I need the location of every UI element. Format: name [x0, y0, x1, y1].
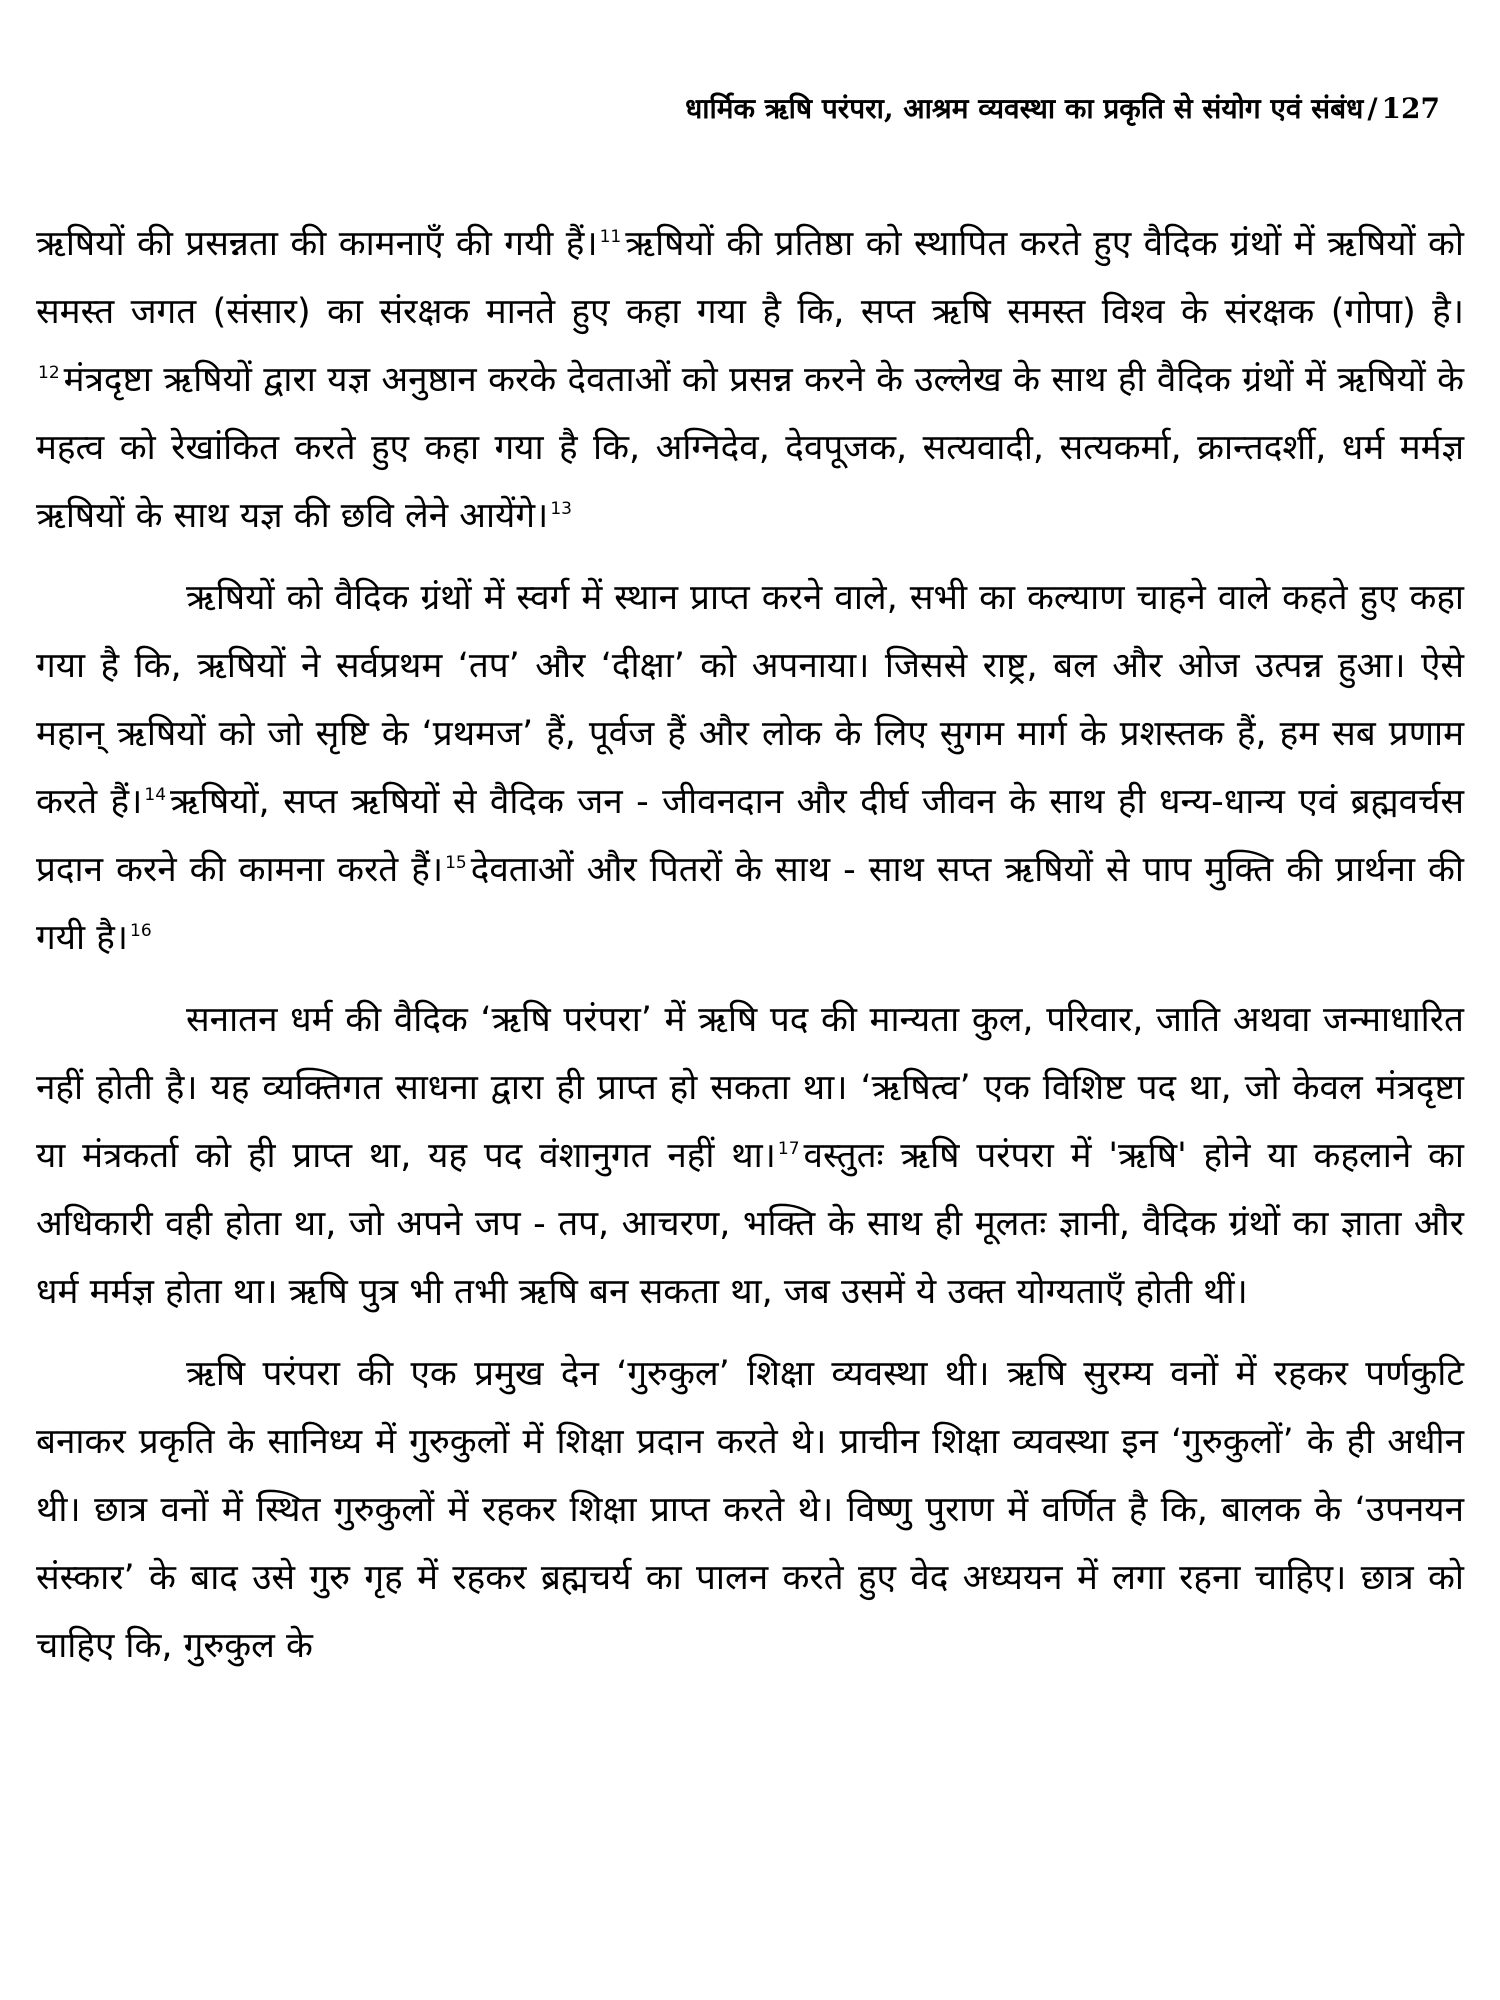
footnote-marker: 16 — [130, 921, 152, 942]
paragraph-text: देवताओं और पितरों के साथ - साथ सप्त ऋषियों से पाप मुक्ति की प्रार्थना की गयी है। — [36, 850, 1464, 958]
paragraph-text: ऋषियों की प्रसन्नता की कामनाएँ की गयी हैं। — [36, 224, 598, 264]
footnote-marker: 13 — [550, 499, 572, 520]
paragraph-text: सनातन धर्म की वैदिक ‘ऋषि परंपरा’ में ऋषि पद की मान्यता कुल, परिवार, जाति अथवा जन्माधारित नहीं होती है। यह व्यक्तिगत साधना द्वारा ही प्राप्त हो सकता था। ‘ऋषित्व’ एक विशिष्ट पद था, जो केवल मंत्रदृष्टा या मंत्रकर्ता को ही प्राप्त था, यह पद वंशानुगत नहीं था। — [36, 1000, 1464, 1176]
paragraph-1 — [36, 210, 1464, 550]
footnote-marker: 11 — [599, 227, 622, 248]
footnote-marker: 14 — [144, 785, 167, 806]
paragraph-text: वस्तुतः ऋषि परंपरा में 'ऋषि' होने या कहलाने का अधिकारी वही होता था, जो अपने जप - तप, आचरण, भक्ति के साथ ही मूलतः ज्ञानी, वैदिक ग्रंथों का ज्ञाता और धर्म मर्मज्ञ होता था। ऋषि पुत्र भी तभी ऋषि बन सकता था, जब उसमें ये उक्त योग्यताएँ होती थीं। — [36, 1136, 1464, 1312]
paragraph-text: मंत्रदृष्टा ऋषियों द्वारा यज्ञ अनुष्ठान करके देवताओं को प्रसन्न करने के उल्लेख के साथ ही वैदिक ग्रंथों में ऋषियों के महत्व को रेखांकित करते हुए कहा गया है कि, अग्निदेव, देवपूजक, सत्यवादी, सत्यकर्मा, क्रान्तदर्शी, धर्म मर्मज्ञ ऋषियों के साथ यज्ञ की छवि लेने आयेंगे। — [36, 360, 1464, 536]
paragraph-text: ऋषियों, सप्त ऋषियों से वैदिक जन - जीवनदान और दीर्घ जीवन के साथ ही धन्य-धान्य एवं ब्रह्मवर्चस प्रदान करने की कामना करते हैं। — [36, 782, 1464, 890]
paragraph-2 — [36, 564, 1464, 972]
footnote-marker: 12 — [38, 363, 60, 384]
paragraph-4 — [36, 1340, 1464, 1680]
paragraph-3 — [36, 986, 1464, 1326]
running-header — [370, 84, 1440, 134]
page-number: 127 — [1381, 92, 1440, 125]
header-separator: / — [1367, 92, 1378, 125]
footnote-marker: 15 — [445, 853, 467, 874]
body-text — [36, 210, 1464, 1970]
paragraph-text: ऋषियों को वैदिक ग्रंथों में स्वर्ग में स्थान प्राप्त करने वाले, सभी का कल्याण चाहने वाले कहते हुए कहा गया है कि, ऋषियों ने सर्वप्रथम ‘तप’ और ‘दीक्षा’ को अपनाया। जिससे राष्ट्र, बल और ओज उत्पन्न हुआ। ऐसे महान् ऋषियों को जो सृष्टि के ‘प्रथमज’ हैं, पूर्वज हैं और लोक के लिए सुगम मार्ग के प्रशस्तक हैं, हम सब प्रणाम करते हैं। — [36, 578, 1464, 822]
paragraph-text: ऋषियों की प्रतिष्ठा को स्थापित करते हुए वैदिक ग्रंथों में ऋषियों को समस्त जगत (संसार) का संरक्षक मानते हुए कहा गया है कि, सप्त ऋषि समस्त विश्व के संरक्षक (गोपा) है। — [36, 224, 1464, 332]
paragraph-text: ऋषि परंपरा की एक प्रमुख देन ‘गुरुकुल’ शिक्षा व्यवस्था थी। ऋषि सुरम्य वनों में रहकर पर्णकुटि बनाकर प्रकृति के सानिध्य में गुरुकुलों में शिक्षा प्रदान करते थे। प्राचीन शिक्षा व्यवस्था इन ‘गुरुकुलों’ के ही अधीन थी। छात्र वनों में स्थित गुरुकुलों में रहकर शिक्षा प्राप्त करते थे। विष्णु पुराण में वर्णित है कि, बालक के ‘उपनयन संस्कार’ के बाद उसे गुरु गृह में रहकर ब्रह्मचर्य का पालन करते हुए वेद अध्ययन में लगा रहना चाहिए। छात्र को चाहिए कि, गुरुकुल के — [36, 1354, 1464, 1666]
header-title: धार्मिक ऋषि परंपरा, आश्रम व्यवस्था का प्रकृति से संयोग एवं संबंध — [685, 92, 1364, 125]
footnote-marker: 17 — [777, 1139, 800, 1160]
